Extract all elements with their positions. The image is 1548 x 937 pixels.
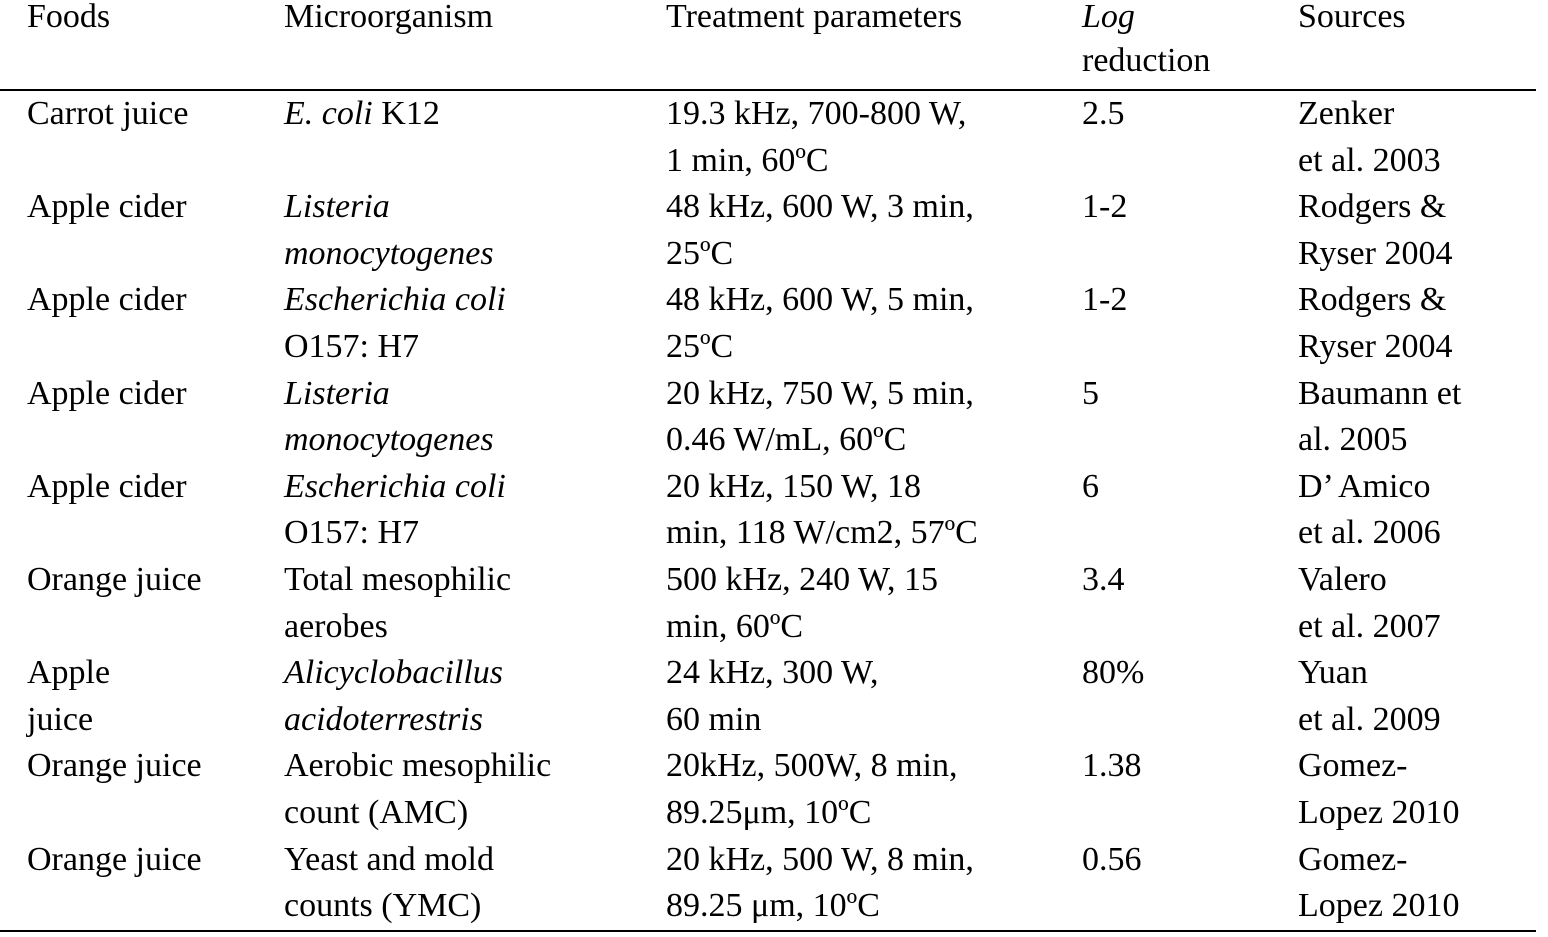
microorganism-cell <box>284 464 666 557</box>
source-cell-line: Lopez 2010 <box>1298 793 1460 831</box>
source-cell-line: Valero <box>1298 560 1387 598</box>
source-cell <box>1298 557 1536 650</box>
treatment-parameters-cell-line: 20 kHz, 500 W, 8 min, <box>666 840 974 878</box>
header-foods-line: Foods <box>27 0 111 35</box>
treatment-parameters-cell-line: 89.25μm, 10ºC <box>666 793 872 831</box>
treatment-parameters-cell-line: 24 kHz, 300 W, <box>666 654 879 692</box>
food-cell-line: Orange juice <box>27 840 202 878</box>
log-reduction-cell-line: 5 <box>1082 374 1099 412</box>
treatment-parameters-cell-line: 20 kHz, 750 W, 5 min, <box>666 374 974 412</box>
source-cell-line: et al. 2003 <box>1298 141 1441 179</box>
header-row <box>0 0 1536 90</box>
source-cell-line: et al. 2009 <box>1298 700 1441 738</box>
source-cell-line: al. 2005 <box>1298 421 1408 459</box>
food-cell <box>0 90 284 184</box>
microorganism-line: Escherichia coli <box>284 281 506 319</box>
header-sources <box>1298 0 1536 90</box>
microorganism-line: aerobes <box>284 607 388 645</box>
treatment-parameters-cell-line: 25ºC <box>666 234 734 272</box>
log-reduction-cell <box>1082 90 1298 184</box>
table-body <box>0 90 1536 931</box>
log-reduction-cell <box>1082 650 1298 743</box>
treatment-parameters-cell <box>666 184 1082 277</box>
food-cell-line: Apple cider <box>27 188 187 226</box>
source-cell-line: Ryser 2004 <box>1298 327 1453 365</box>
source-cell <box>1298 277 1536 370</box>
source-cell-line: Lopez 2010 <box>1298 887 1460 925</box>
log-reduction-cell <box>1082 837 1298 931</box>
header-sources-line: Sources <box>1298 0 1406 35</box>
header-microorganism-line: Microorganism <box>284 0 494 35</box>
source-cell-line: Rodgers & <box>1298 188 1447 226</box>
microorganism-line: Aerobic mesophilic <box>284 747 552 785</box>
log-reduction-cell <box>1082 184 1298 277</box>
source-cell-line: et al. 2007 <box>1298 607 1441 645</box>
microorganism-line: acidoterrestris <box>284 700 483 738</box>
microorganism-cell <box>284 90 666 184</box>
food-cell-line: Carrot juice <box>27 95 189 132</box>
treatment-parameters-cell <box>666 650 1082 743</box>
treatment-parameters-cell-line: 0.46 W/mL, 60ºC <box>666 421 907 459</box>
header-log-reduction-line: Log <box>1082 0 1135 35</box>
treatment-parameters-cell <box>666 371 1082 464</box>
header-log-reduction-line: reduction <box>1082 42 1211 79</box>
microorganism-cell <box>284 837 666 931</box>
food-cell <box>0 464 284 557</box>
header-microorganism <box>284 0 666 90</box>
microorganism-species: E. coli <box>284 95 373 132</box>
microorganism-line <box>284 91 666 138</box>
source-cell <box>1298 743 1536 836</box>
treatment-parameters-cell <box>666 464 1082 557</box>
microorganism-line: O157: H7 <box>284 327 420 365</box>
food-cell-line: Apple cider <box>27 467 187 505</box>
source-cell-line: et al. 2006 <box>1298 514 1441 552</box>
food-cell-line: juice <box>27 700 94 738</box>
food-cell <box>0 277 284 370</box>
source-cell-line: Ryser 2004 <box>1298 234 1453 272</box>
table-row <box>0 464 1536 557</box>
microorganism-cell <box>284 650 666 743</box>
table-row <box>0 743 1536 836</box>
microorganism-cell <box>284 371 666 464</box>
table-row <box>0 277 1536 370</box>
food-cell <box>0 371 284 464</box>
log-reduction-cell <box>1082 464 1298 557</box>
treatment-parameters-cell-line: 60 min <box>666 700 762 738</box>
treatment-parameters-cell-line: 1 min, 60ºC <box>666 141 829 179</box>
table-row <box>0 371 1536 464</box>
table-header <box>0 0 1536 90</box>
microorganism-line: Listeria <box>284 188 390 226</box>
header-log-reduction <box>1082 0 1298 90</box>
treatment-parameters-cell-line: 19.3 kHz, 700-800 W, <box>666 95 967 132</box>
log-reduction-cell-line: 2.5 <box>1082 95 1125 132</box>
food-cell-line: Apple cider <box>27 374 187 412</box>
microorganism-line: counts (YMC) <box>284 887 482 925</box>
source-cell-line: Gomez- <box>1298 747 1408 785</box>
treatment-parameters-cell-line: min, 118 W/cm2, 57ºC <box>666 514 978 552</box>
microorganism-line: Yeast and mold <box>284 840 494 878</box>
table-row <box>0 184 1536 277</box>
microorganism-cell <box>284 277 666 370</box>
microorganism-line: O157: H7 <box>284 514 420 552</box>
microorganism-line: Escherichia coli <box>284 467 506 505</box>
log-reduction-cell-line: 1-2 <box>1082 281 1128 319</box>
microorganism-line: Total mesophilic <box>284 560 512 598</box>
log-reduction-cell-line: 80% <box>1082 654 1145 692</box>
treatment-parameters-cell <box>666 837 1082 931</box>
microorganism-cell <box>284 557 666 650</box>
table-row <box>0 557 1536 650</box>
source-cell-line: Baumann et <box>1298 374 1462 412</box>
treatment-parameters-cell-line: 20 kHz, 150 W, 18 <box>666 467 921 505</box>
log-reduction-cell <box>1082 557 1298 650</box>
treatment-parameters-cell-line: min, 60ºC <box>666 607 804 645</box>
microorganism-cell <box>284 743 666 836</box>
log-reduction-cell-line: 0.56 <box>1082 840 1142 878</box>
treatment-parameters-cell <box>666 743 1082 836</box>
source-cell-line: Gomez- <box>1298 840 1408 878</box>
source-cell <box>1298 184 1536 277</box>
food-cell-line: Orange juice <box>27 747 202 785</box>
source-cell-line: Yuan <box>1298 654 1368 692</box>
treatment-parameters-cell-line: 500 kHz, 240 W, 15 <box>666 560 938 598</box>
log-reduction-cell-line: 6 <box>1082 467 1099 505</box>
header-treatment-parameters <box>666 0 1082 90</box>
food-cell-line: Apple <box>27 654 111 692</box>
treatment-parameters-cell-line: 25ºC <box>666 327 734 365</box>
treatment-parameters-cell-line: 89.25 μm, 10ºC <box>666 887 880 925</box>
food-cell <box>0 650 284 743</box>
source-cell <box>1298 650 1536 743</box>
microorganism-line: monocytogenes <box>284 234 494 272</box>
treatment-parameters-cell-line: 48 kHz, 600 W, 3 min, <box>666 188 974 226</box>
source-cell-line: D’ Amico <box>1298 467 1431 505</box>
source-cell <box>1298 371 1536 464</box>
source-cell <box>1298 464 1536 557</box>
source-cell <box>1298 837 1536 931</box>
microorganism-line: Listeria <box>284 374 390 412</box>
food-cell <box>0 184 284 277</box>
microorganism-strain: K12 <box>372 95 440 132</box>
microorganism-cell <box>284 184 666 277</box>
header-treatment-parameters-line: Treatment parameters <box>666 0 963 35</box>
table-row <box>0 90 1536 184</box>
microorganism-line: monocytogenes <box>284 421 494 459</box>
treatment-parameters-cell-line: 20kHz, 500W, 8 min, <box>666 747 958 785</box>
food-cell <box>0 837 284 931</box>
table-row <box>0 650 1536 743</box>
food-cell-line: Apple cider <box>27 281 187 319</box>
header-foods <box>0 0 284 90</box>
microorganism-line: Alicyclobacillus <box>284 654 504 692</box>
log-reduction-cell-line: 1-2 <box>1082 188 1128 226</box>
log-reduction-cell <box>1082 371 1298 464</box>
log-reduction-cell-line: 1.38 <box>1082 747 1142 785</box>
treatment-parameters-cell-line: 48 kHz, 600 W, 5 min, <box>666 281 974 319</box>
source-cell-line: Rodgers & <box>1298 281 1447 319</box>
log-reduction-cell-line: 3.4 <box>1082 560 1125 598</box>
food-cell-line: Orange juice <box>27 560 202 598</box>
treatment-parameters-cell <box>666 277 1082 370</box>
food-cell <box>0 743 284 836</box>
log-reduction-cell <box>1082 277 1298 370</box>
source-cell-line: Zenker <box>1298 95 1395 132</box>
source-cell <box>1298 90 1536 184</box>
log-reduction-cell <box>1082 743 1298 836</box>
microorganism-line: count (AMC) <box>284 793 469 831</box>
food-cell <box>0 557 284 650</box>
treatment-parameters-cell <box>666 90 1082 184</box>
treatment-parameters-cell <box>666 557 1082 650</box>
table-row <box>0 837 1536 931</box>
